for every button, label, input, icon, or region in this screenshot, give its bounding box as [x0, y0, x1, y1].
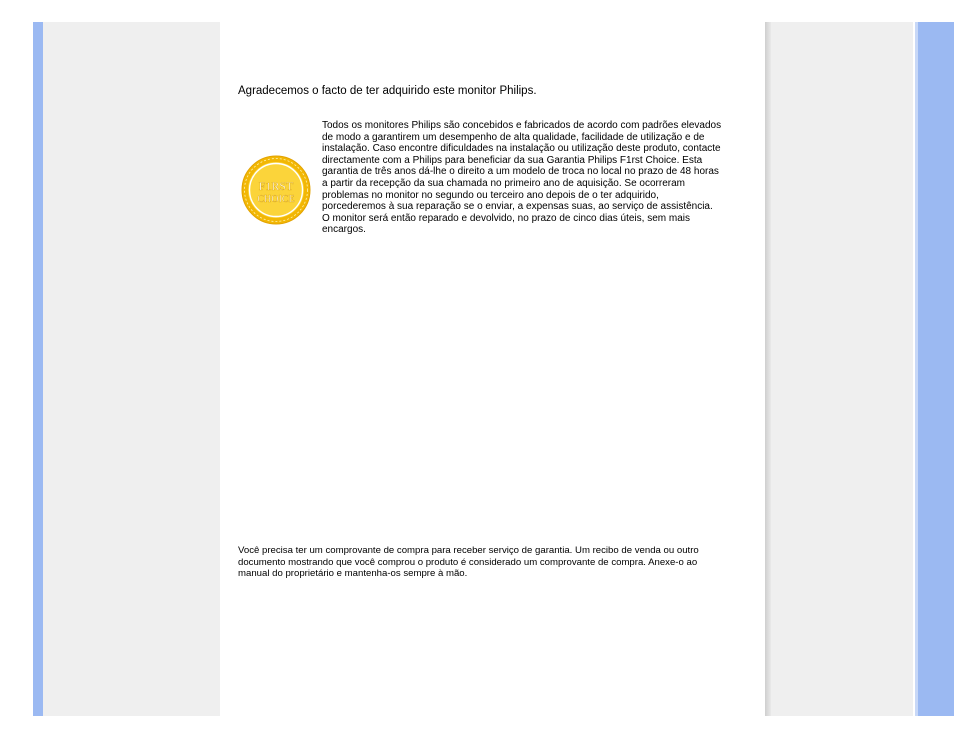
left-accent-bar	[33, 22, 43, 716]
right-accent-bar	[915, 22, 954, 716]
badge-line2: CHOICE	[257, 194, 295, 205]
intro-text: Agradecemos o facto de ter adquirido este monitor Philips.	[238, 85, 537, 97]
left-side-panel	[43, 22, 220, 716]
proof-of-purchase-text: Você precisa ter um comprovante de compra para receber serviço de garantia. Um recibo de venda ou outro documento mostrando que você comprou o produto é considerado um comprovante de compra. Anexe-o ao manual do proprietário e mantenha-os sempre à mão.	[238, 545, 699, 580]
badge-line1: F1RST	[258, 179, 294, 193]
right-side-panel	[771, 22, 915, 716]
warranty-description: Todos os monitores Philips são concebidos e fabricados de acordo com padrões elevados de modo a garantirem um desempenho de alta qualidade, facilidade de utilização e de instalação. Caso encontre dificuldades na instalação ou utilização deste produto, contacte directamente com a Philips para beneficiar da sua Garantia Philips F1rst Choice. Esta garantia de três anos dá-lhe o direito a um modelo de troca no local no prazo de 48 horas a partir da recepção da sua chamada no primeiro ano de aquisição. Se ocorreram problemas no monitor no segundo ou terceiro ano depois de o ter adquirido, porcederemos à sua reparação se o enviar, a expensas suas, ao serviço de assistência. O monitor será então reparado e devolvido, no prazo de cinco dias úteis, sem mais encargos.	[322, 120, 722, 236]
f1rst-choice-badge-icon	[240, 154, 312, 226]
